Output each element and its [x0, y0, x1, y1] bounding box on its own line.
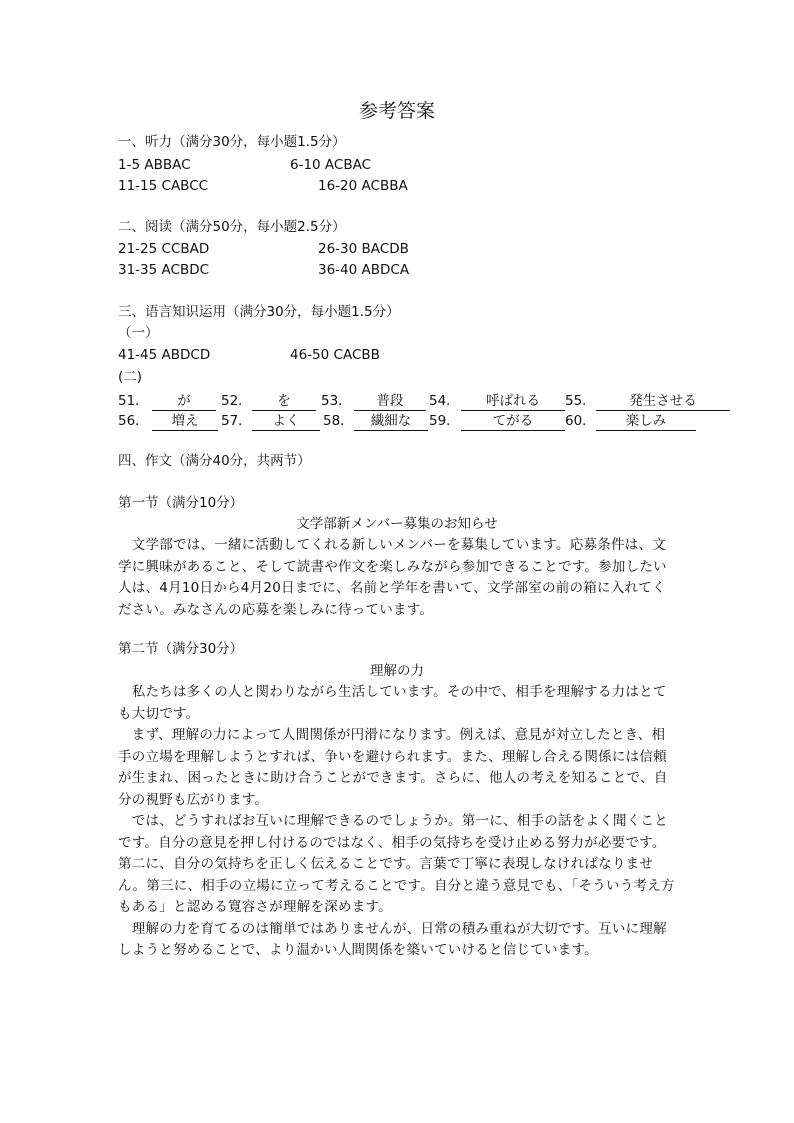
blank-answer: 繊細な [354, 412, 428, 431]
page-title: 参考答案 [358, 100, 435, 122]
essay-paragraph: 私たちは多くの人と関わりながら生活しています。その中で、相手を理解する力はとても大切です。 [118, 684, 667, 722]
blank-number: 57． [221, 413, 252, 429]
blank-answer: 発生させる [596, 392, 730, 411]
language-heading: 三、语言知识运用（满分30分，每小题1.5分） [118, 304, 400, 320]
blank-answer: てがる [461, 412, 565, 431]
section2-heading: 第二节（满分30分） [118, 641, 244, 657]
listening-answers-6-10: 6-10 ACBAC [290, 157, 372, 173]
fill-blank-row-1 [118, 392, 738, 410]
writing-heading: 四、作文（满分40分，共两节） [118, 453, 311, 469]
blank-answer: 増え [152, 412, 218, 431]
blank-answer: を [252, 392, 316, 411]
blank-number: 59． [429, 413, 460, 429]
blank-number: 53． [321, 393, 352, 409]
fill-blank-row-2 [118, 412, 718, 430]
reading-heading: 二、阅读（满分50分，每小题2.5分） [118, 219, 346, 235]
blank-answer: よく [252, 412, 320, 431]
blank-number: 52． [221, 393, 252, 409]
listening-answers-11-15: 11-15 CABCC [118, 178, 209, 194]
section1-heading: 第一节（满分10分） [118, 495, 244, 511]
blank-number: 55． [565, 393, 596, 409]
reading-answers-36-40: 36-40 ABDCA [318, 262, 410, 278]
blank-answer: 楽しみ [596, 412, 696, 431]
listening-heading: 一、听力（满分30分，每小题1.5分） [118, 134, 346, 150]
section1-essay-body: 文学部では、一緒に活動してくれる新しいメンバーを募集しています。応募条件は、文学に興味があること、そして読書や作文を楽しみながら参加できることです。参加したい人は、4月10日から4月20日までに、名前と学年を書いて、文学部室の前の箱に入れてください。みなさんの応募を楽しみに待っています。 [118, 537, 667, 618]
section2-essay-body [0, 682, 794, 962]
essay-paragraph: まず、理解の力によって人間関係が円滑になります。例えば、意見が対立したとき、相手の立場を理解しようとすれば、争いを避けられます。また、理解し合える関係には信頼が生まれ、困ったときに助け合うことができます。さらに、他人の考えを知ることで、自分の視野も広がります。 [118, 727, 668, 808]
listening-answers-1-5: 1-5 ABBAC [118, 157, 191, 173]
reading-answers-21-25: 21-25 CCBAD [118, 241, 210, 257]
essay-paragraph: では、どうすればお互いに理解できるのでしょうか。第一に、相手の話をよく聞くことです。自分の意見を押し付けるのではなく、相手の気持ちを受け止める努力が必要です。第二に、自分の気持ちを正しく伝えることです。言葉で丁寧に表現しなければなりません。第三に、相手の立場に立って考えることです。自分と違う意見でも、「そういう考え方もある」と認める寛容さが理解を深めます。 [118, 813, 675, 915]
reading-answers-26-30: 26-30 BACDB [318, 241, 409, 257]
language-part1-label: （一） [118, 325, 159, 341]
blank-number: 56． [118, 413, 149, 429]
blank-number: 54． [429, 393, 460, 409]
language-answers-46-50: 46-50 CACBB [290, 347, 380, 363]
blank-number: 60． [565, 413, 596, 429]
blank-answer: 呼ばれる [461, 392, 565, 411]
language-answers-41-45: 41-45 ABDCD [118, 347, 211, 363]
blank-number: 58． [323, 413, 354, 429]
essay-paragraph: 理解の力を育てるのは簡単ではありませんが、日常の積み重ねが大切です。互いに理解しようと努めることで、より温かい人間関係を築いていけると信じています。 [118, 920, 667, 958]
blank-number: 51． [118, 393, 149, 409]
blank-answer: が [152, 392, 216, 411]
section1-essay-title: 文学部新メンバー募集のお知らせ [296, 516, 498, 532]
language-part2-label: (二) [118, 369, 143, 385]
section2-essay-title: 理解の力 [370, 663, 424, 679]
reading-answers-31-35: 31-35 ACBDC [118, 262, 210, 278]
listening-answers-16-20: 16-20 ACBBA [318, 178, 408, 194]
blank-answer: 普段 [354, 392, 426, 411]
